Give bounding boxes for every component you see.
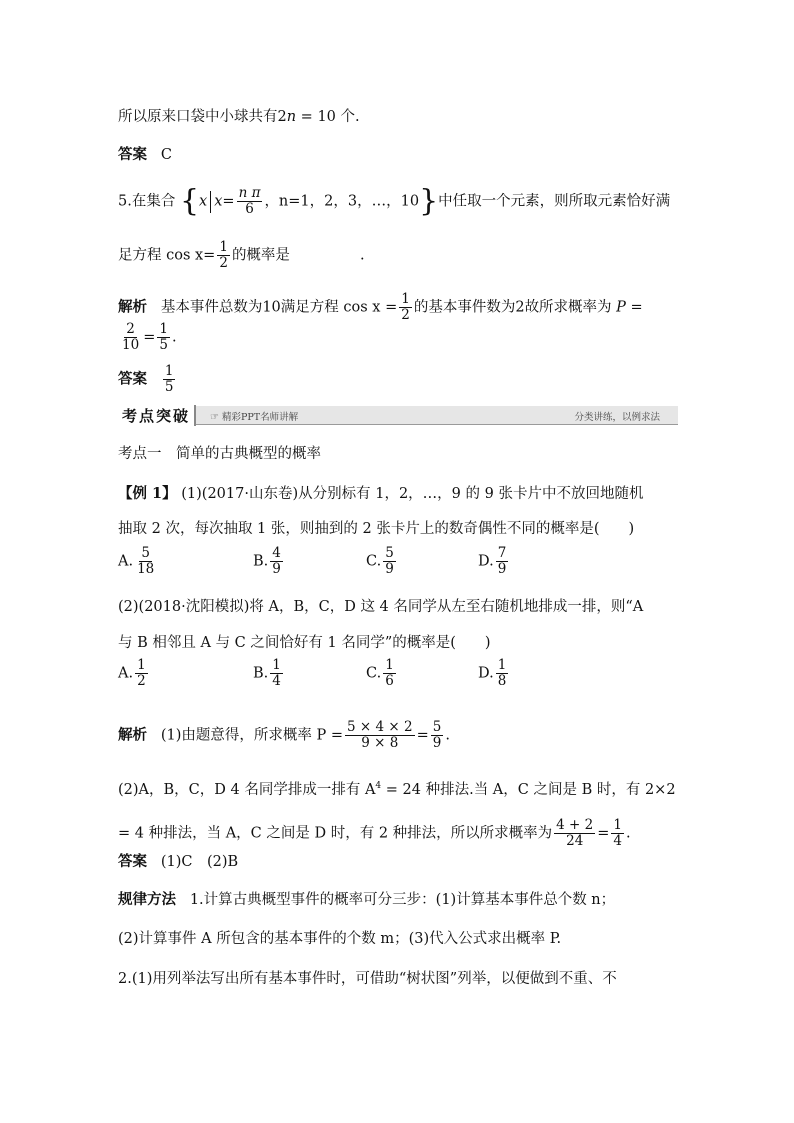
text-segment: 1.计算古典概型事件的概率可分三步：(1)计算基本事件总个数 n； [189, 892, 616, 908]
denominator: 2 [137, 673, 146, 689]
fraction [135, 546, 156, 577]
solution-1-line-3 [118, 818, 631, 849]
option-b [253, 658, 285, 689]
option-label: C. [366, 553, 382, 570]
answer-5-line [118, 364, 177, 395]
fraction [383, 546, 396, 577]
text-segment: 的基本事件数为 [413, 299, 516, 316]
text-segment: 故所求概率为 [524, 299, 612, 316]
text-segment: = 24 种排法.当 A，C 之间是 B 时，有 2×2 [381, 781, 676, 798]
option-label: A. [118, 553, 134, 570]
fraction [345, 720, 415, 751]
answer-label: 答案 [118, 370, 147, 388]
option-label: D. [478, 665, 494, 682]
equals: = [143, 329, 156, 346]
answer-label: 答案 [118, 853, 147, 870]
superscript: 4 [375, 781, 382, 791]
numerator: 1 [385, 657, 394, 673]
numerator: 5 × 4 × 2 [347, 719, 413, 735]
text-segment: 个. [335, 109, 360, 125]
denominator: 9 × 8 [361, 735, 399, 751]
denominator: 9 [272, 561, 281, 577]
answer-label: 答案 [118, 146, 147, 163]
text-segment: (1)由题意得，所求概率 P = [160, 727, 343, 744]
option-label: C. [366, 665, 382, 682]
fraction [496, 658, 509, 689]
equals: = [416, 727, 429, 744]
section-title: 考点突破 [118, 405, 196, 426]
denominator: 5 [159, 337, 168, 353]
example-1-part2-line-2: 与 B 相邻且 A 与 C 之间恰好有 1 名同学”的概率是( ) [118, 635, 491, 651]
denominator: 5 [164, 379, 174, 395]
numerator: 4 + 2 [556, 817, 594, 833]
numerator: 2 [126, 321, 135, 337]
numerator: 1 [613, 817, 622, 833]
example-1-part2-line-1 [118, 597, 643, 617]
rule-line-1 [118, 890, 615, 910]
numerator: 1 [272, 657, 281, 673]
text-segment: = 4 种排法，当 A，C 之间是 D 时，有 2 种排法，所以所求概率为 [118, 825, 553, 842]
text-segment: . [626, 825, 631, 842]
text-segment: n [286, 109, 297, 125]
denominator: 2 [219, 255, 228, 271]
numerator: 1 [219, 239, 228, 255]
numerator: n π [238, 185, 261, 201]
text-segment: . [445, 727, 450, 744]
text-segment: 满足方程 [280, 299, 339, 316]
numerator: 7 [497, 545, 507, 561]
rule-line-3: 2.(1)用列举法写出所有基本事件时，可借助“树状图”列举，以便做到不重、不 [118, 971, 617, 987]
option-d [478, 546, 510, 577]
section-right-text: 分类讲练，以例求法 [574, 412, 660, 423]
question-5-line-2 [118, 240, 365, 271]
option-c [366, 658, 398, 689]
set-var: x [199, 193, 208, 210]
denominator: 6 [385, 673, 394, 689]
text-segment: . [171, 329, 177, 346]
section-header-bar [118, 406, 678, 425]
example-1-line-1 [118, 484, 643, 504]
fraction [157, 322, 170, 353]
fraction [431, 720, 444, 751]
text-segment: 10 [262, 299, 281, 316]
denominator: 9 [385, 561, 394, 577]
fraction [383, 658, 396, 689]
set-bar [210, 191, 211, 213]
text-segment: ，n=1，2，3，…，10 [264, 193, 420, 210]
rule-line-2: (2)计算事件 A 所包含的基本事件的个数 m；(3)代入公式求出概率 P. [118, 931, 562, 947]
fraction [554, 818, 595, 849]
fraction [237, 186, 263, 217]
answer-value: C [160, 147, 172, 163]
text-segment: cos x = [343, 299, 398, 316]
solution-5-line-2 [118, 322, 177, 353]
open-brace: { [179, 183, 200, 219]
denominator: 4 [613, 833, 622, 849]
source-tag: 山东卷 [248, 486, 293, 502]
option-label: A. [118, 665, 134, 682]
text-line-1 [118, 107, 360, 127]
text-segment: 所以原来口袋中小球共有 [118, 109, 278, 125]
option-d [478, 658, 510, 689]
text-segment: )将 A，B，C，D 这 4 名同学从左至右随机地排成一排，则“A [243, 599, 644, 615]
text-segment: (2)(2018· [118, 599, 186, 615]
option-b [253, 546, 285, 577]
text-segment: (1)(2017· [181, 486, 249, 502]
fraction [135, 658, 148, 689]
text-segment: )从分别标有 1，2，…，9 的 9 张卡片中不放回地随机 [292, 486, 644, 502]
numerator: 5 [385, 545, 394, 561]
denominator: 6 [245, 201, 254, 217]
solution-5-line-1 [118, 292, 643, 323]
option-a [118, 658, 150, 689]
denominator: 9 [497, 561, 507, 577]
option-label: B. [253, 553, 269, 570]
denominator: 8 [497, 673, 507, 689]
denominator: 10 [122, 337, 140, 353]
text-segment: 的概率是 [231, 247, 290, 264]
equals: = [597, 825, 610, 842]
option-a [118, 546, 158, 577]
solution-label: 解析 [118, 298, 147, 316]
numerator: 4 [272, 545, 281, 561]
answer-1-line [118, 852, 238, 872]
rule-label: 规律方法 [118, 891, 176, 908]
question-number: 5.在集合 [118, 193, 176, 210]
example-tag: 【例 1】 [118, 485, 177, 502]
fraction [217, 240, 230, 271]
source-tag: 沈阳模拟 [185, 599, 244, 615]
numerator: 5 [141, 545, 150, 561]
fraction [270, 658, 283, 689]
numerator: 1 [137, 657, 146, 673]
numerator: 5 [432, 719, 442, 735]
option-label: B. [253, 665, 269, 682]
text-segment: = 10 [296, 109, 336, 125]
denominator: 18 [137, 561, 155, 577]
denominator: 2 [401, 307, 410, 323]
option-label: D. [478, 553, 494, 570]
fraction [496, 546, 509, 577]
denominator: 24 [566, 833, 584, 849]
text-segment: (2)A，B，C，D 4 名同学排成一排有 A [118, 781, 376, 798]
set-var: x [214, 193, 223, 210]
fraction [270, 546, 283, 577]
equals: = [222, 193, 235, 210]
numerator: 1 [159, 321, 168, 337]
text-segment: P = [616, 299, 643, 316]
answer-value: (1)C (2)B [160, 854, 239, 870]
solution-1-line-1 [118, 720, 450, 751]
pointing-hand-icon: ☞ [210, 412, 219, 423]
text-segment: 基本事件总数为 [160, 299, 263, 316]
text-segment: . [359, 247, 365, 264]
fraction [120, 322, 141, 353]
fraction [399, 292, 412, 323]
text-segment: 2 [515, 299, 525, 316]
fraction [611, 818, 624, 849]
fraction [163, 364, 176, 395]
text-segment: 2 [277, 109, 287, 125]
example-1-line-2: 抽取 2 次，每次抽取 1 张，则抽到的 2 张卡片上的数奇偶性不同的概率是( ) [118, 521, 635, 537]
question-5-line-1 [118, 183, 671, 219]
solution-1-line-2 [118, 776, 676, 800]
numerator: 1 [497, 657, 507, 673]
text-segment: 中任取一个元素，则所取元素恰好满 [438, 193, 671, 210]
section-subtitle-text: 精彩PPT名师讲解 [221, 412, 299, 423]
denominator: 4 [272, 673, 281, 689]
section-subtitle [210, 409, 298, 423]
numerator: 1 [401, 291, 410, 307]
topic-heading: 考点一 简单的古典概型的概率 [118, 446, 321, 462]
numerator: 1 [164, 363, 174, 379]
denominator: 9 [432, 735, 442, 751]
close-brace: } [419, 183, 439, 219]
option-c [366, 546, 398, 577]
answer-line [118, 145, 172, 165]
text-segment: 足方程 cos x= [118, 247, 216, 264]
solution-label: 解析 [118, 726, 147, 744]
